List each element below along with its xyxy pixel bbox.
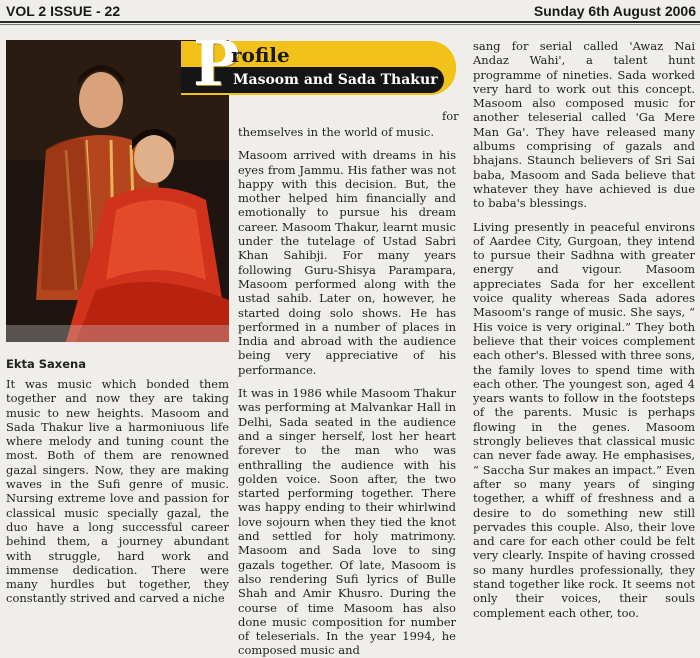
paragraph: themselves in the world of music. bbox=[238, 125, 434, 139]
masthead-rule bbox=[0, 21, 700, 23]
article-column-2 bbox=[238, 125, 456, 658]
masthead-rule-thin bbox=[0, 24, 700, 25]
masthead bbox=[0, 0, 700, 22]
paragraph: sang for serial called 'Awaz Nai Andaz Wahi', a talent hunt programme of nineties. Sada worked very hard to work out this concept. Masoom also composed music for another teleserial called 'Ga Mere Man Ga'. They have released many albums comprising of gazals and bhajans. Staunch believers of Sri Sai baba, Masoom and Sada believe that whatever they have achieved is due to baba's blessings. bbox=[473, 39, 695, 211]
article-column-3 bbox=[473, 39, 695, 620]
profile-heading: rofile bbox=[231, 43, 290, 67]
issue-label: VOL 2 ISSUE - 22 bbox=[6, 3, 121, 19]
profile-banner bbox=[181, 27, 456, 100]
paragraph: Masoom arrived with dreams in his eyes from Jammu. His father was not happy with this decision. But, the mother helped him financially and emotionally to pursue his dream career. Masoom Thakur, learnt music under the tutelage of Ustad Sabri Khan Sahibji. For many years following Guru-Shisya Parampara, Masoom performed along with the ustad sahib. Later on, however, he started doing solo shows. He has performed in a number of places in India and abroad with the audience being very appreciative of his performance. bbox=[238, 148, 456, 377]
issue-date: Sunday 6th August 2006 bbox=[533, 3, 696, 19]
byline: Ekta Saxena bbox=[6, 357, 86, 371]
carryover-word: for bbox=[442, 109, 459, 123]
article-column-1 bbox=[6, 377, 229, 606]
paragraph: It was music which bonded them together and now they are taking music to new heights. Masoom and Sada Thakur live a harmoniuous life where melody and tuning count the most. Both of them are renowned gazal singers. Now, they are making waves in the Sufi genre of music. Nursing extreme love and passion for classical music specially gazal, the duo have a long successful career behind them, a journey abundant with struggle, hard work and immense dedication. There were many hurdles but together, they constantly strived and carved a niche bbox=[6, 377, 229, 606]
paragraph: Living presently in peaceful environs of Aardee City, Gurgoan, they intend to pursue their Sadhna with greater energy and vigour. Masoom appreciates Sada for her excellent voice quality whereas Sada adores Masoom's range of music. She says, “ His voice is very original.” They both believe that their voices complement each other's. Blessed with three sons, the family loves to spend time with each other. The youngest son, aged 4 years wants to follow in the footsteps of the parents. Music is perhaps flowing in the genes. Masoom strongly believes that classical music can never fade away. He emphasises, “ Saccha Sur makes an impact.” Even after so many years of singing together, a whiff of freshness and a desire to do something new still pervades this couple. Also, their love and care for each other could be felt very clearly. Inspite of having crossed so many hurdles professionally, they stand together like rock. It seems not only their voices, their souls complement each other, too. bbox=[473, 219, 695, 620]
profile-names: Masoom and Sada Thakur bbox=[233, 72, 438, 88]
paragraph: It was in 1986 while Masoom Thakur was performing at Malvankar Hall in Delhi, Sada seated in the audience and a singer herself, lost her heart forever to the man who was enthralling the audience with his golden voice. Soon after, the two started performing together. There was happy ending to their whirlwind love sojourn when they tied the knot and settled for holy matrimony. Masoom and Sada love to sing gazals together. Of late, Masoom is also rendering Sufi lyrics of Bulle Shah and Amir Khusro. During the course of time Masoom has also done music composition for number of teleserials. In the year 1994, he composed music and bbox=[238, 386, 456, 658]
profile-initial: P bbox=[193, 27, 240, 100]
